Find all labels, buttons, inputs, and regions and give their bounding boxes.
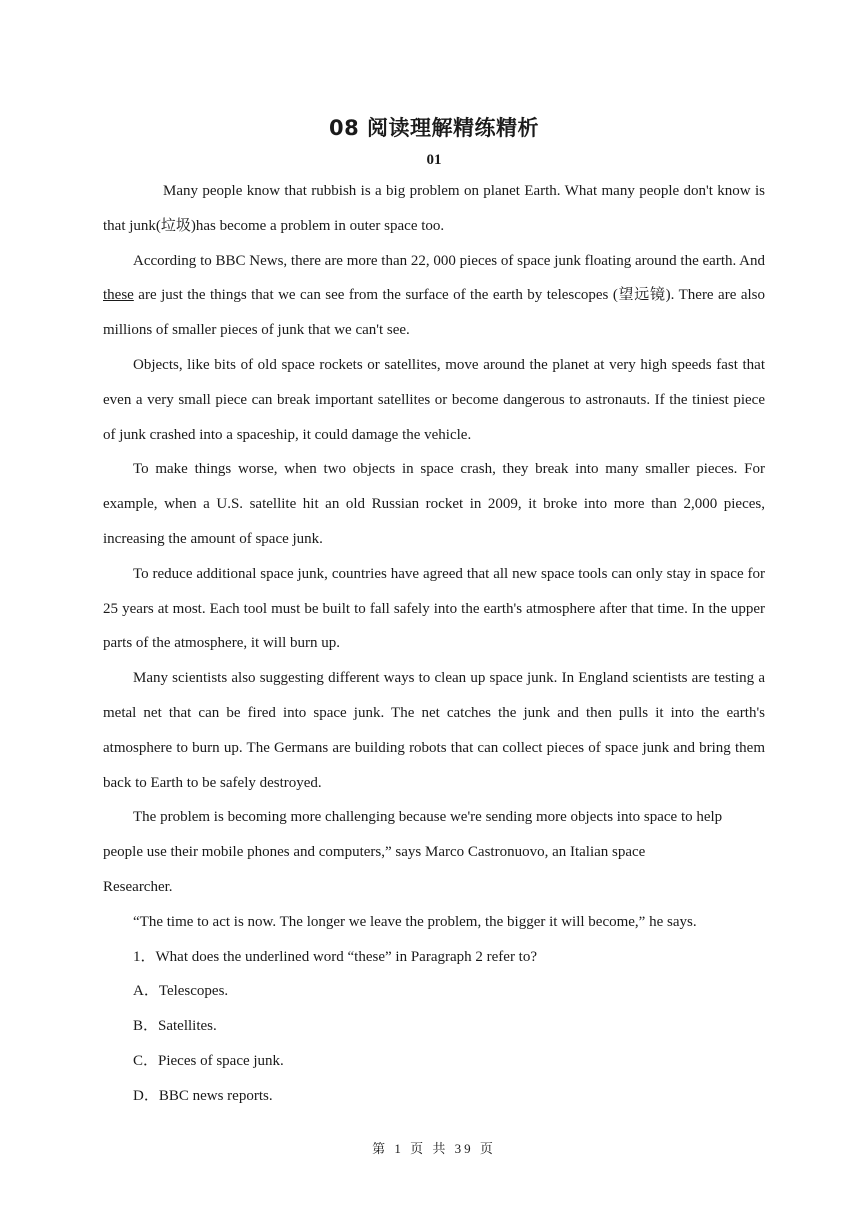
paragraph-7-continuation: Researcher. bbox=[103, 878, 173, 895]
paragraph-1: Many people know that rubbish is a big problem on planet Earth. What many people don't know is that junk(垃圾)has become a problem in outer space too. bbox=[103, 183, 765, 234]
paragraph-2-text-end: are just the things that we can see from the surface of the earth by telescopes (望远镜). There are also millions of smaller pieces of junk that we can't see. bbox=[103, 287, 765, 339]
page-footer: 第 1 页 共 39 页 bbox=[372, 1141, 496, 1156]
question-1: 1．What does the underlined word “these” in Paragraph 2 refer to? bbox=[133, 948, 538, 965]
paragraph-2-text-start: According to BBC News, there are more than 22, 000 pieces of space junk floating around the earth. And bbox=[133, 252, 765, 269]
paragraph-2 bbox=[103, 244, 765, 348]
paragraph-7: The problem is becoming more challenging because we're sending more objects into space to help people use their mobile phones and computers,” says Marco Castronuovo, an Italian space bbox=[103, 809, 723, 861]
section-number: 01 bbox=[426, 152, 442, 168]
paragraph-6: Many scientists also suggesting different ways to clean up space junk. In England scientists are testing a metal net that can be fired into space junk. The net catches the junk and then pulls it into the earth's atmosphere to burn up. The Germans are building robots that can collect pieces of space junk and bring them back to Earth to be safely destroyed. bbox=[103, 670, 765, 791]
paragraph-5: To reduce additional space junk, countries have agreed that all new space tools can only stay in space for 25 years at most. Each tool must be built to fall safely into the earth's atmosphere after that time. In the upper parts of the atmosphere, it will burn up. bbox=[103, 565, 765, 652]
option-c: C．Pieces of space junk. bbox=[133, 1052, 284, 1069]
paragraph-4: To make things worse, when two objects in space crash, they break into many smaller pieces. For example, when a U.S. satellite hit an old Russian rocket in 2009, it broke into more than 2,000 pieces, increasing the amount of space junk. bbox=[103, 461, 765, 547]
document-title: 08 阅读理解精练精析 bbox=[328, 116, 540, 140]
option-d: D．BBC news reports. bbox=[133, 1087, 273, 1104]
paragraph-8: “The time to act is now. The longer we leave the problem, the bigger it will become,” he says. bbox=[133, 913, 697, 930]
underlined-word-these: these bbox=[103, 287, 134, 304]
option-a: A．Telescopes. bbox=[133, 983, 229, 1000]
paragraph-3: Objects, like bits of old space rockets or satellites, move around the planet at very high speeds fast that even a very small piece can break important satellites or become dangerous to astronauts. If the tiniest piece of junk crashed into a spaceship, it could damage the vehicle. bbox=[103, 356, 765, 443]
option-b: B．Satellites. bbox=[133, 1018, 217, 1035]
reading-passage bbox=[103, 174, 765, 1114]
